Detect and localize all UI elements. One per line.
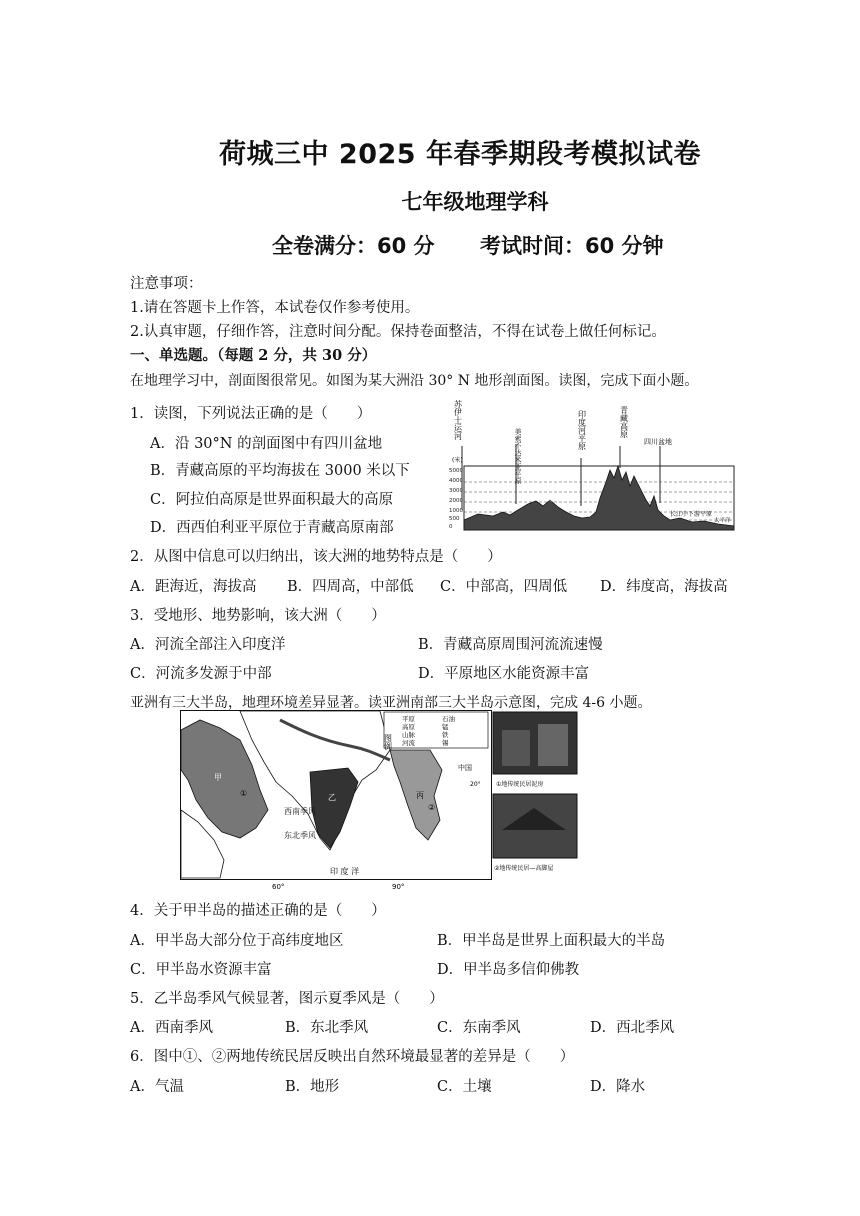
y-tick-1000: 1000 [449, 508, 463, 514]
label-indus-plain: 印度河平原 [577, 410, 587, 450]
label-tibet: 青藏高原 [619, 406, 629, 438]
q5-option-a: A．西南季风 [130, 1020, 213, 1036]
photo-1-caption: ①地传统民居泥房 [496, 781, 544, 788]
notice-item-1: 1.请在答题卡上作答，本试卷仅作参考使用。 [130, 300, 420, 316]
q5-option-d: D．西北季风 [590, 1020, 675, 1036]
y-tick-4000: 4000 [449, 478, 463, 484]
label-sichuan: 四川盆地 [644, 438, 672, 446]
label-yi: 乙 [328, 793, 336, 802]
q1-option-c: C．阿拉伯高原是世界面积最大的高原 [150, 492, 394, 508]
q6-option-c: C．土壤 [437, 1079, 492, 1095]
q3-option-d: D．平原地区水能资源丰富 [418, 666, 590, 682]
page-subtitle: 七年级地理学科 [401, 190, 549, 214]
q5-stem: 5．乙半岛季风气候显著，图示夏季风是（ ） [130, 991, 444, 1007]
photo-2-caption: ②地传统民居—高脚屋 [494, 865, 554, 872]
q1-option-d: D．西西伯利亚平原位于青藏高原南部 [150, 520, 394, 536]
y-tick-5000: 5000 [449, 468, 463, 474]
q5-option-b: B．东北季风 [285, 1020, 369, 1036]
exam-time: 考试时间：60 分钟 [480, 234, 664, 258]
q2-stem: 2．从图中信息可以归纳出，该大洲的地势特点是（ ） [130, 549, 502, 565]
peninsula-map-figure [180, 710, 492, 892]
q4-stem: 4．关于甲半岛的描述正确的是（ ） [130, 903, 386, 919]
legend-manganese: 锰 [442, 723, 449, 731]
legend-tin: 锡 [442, 739, 449, 747]
q3-stem: 3．受地形、地势影响，该大洲（ ） [130, 608, 386, 624]
label-pacific: 太平洋 [714, 518, 731, 524]
q4-option-d: D．甲半岛多信仰佛教 [437, 962, 580, 978]
q1-option-b: B．青藏高原的平均海拔在 3000 米以下 [150, 463, 410, 479]
photo-1-building [502, 730, 530, 766]
label-lat20: 20° [470, 781, 481, 788]
y-tick-3000: 3000 [449, 488, 463, 494]
q2-option-b: B．四周高，中部低 [287, 579, 414, 595]
page-title: 荷城三中 2025 年春季期段考模拟试卷 [219, 139, 701, 170]
legend-plateau: 高原 [402, 723, 415, 731]
q5-option-c: C．东南季风 [437, 1020, 521, 1036]
q1-option-a: A．沿 30°N 的剖面图中有四川盆地 [150, 436, 383, 452]
legend-oil: 石油 [442, 715, 455, 723]
photo-1-building-2 [538, 724, 568, 766]
legend-iron: 铁 [442, 731, 449, 739]
intro-profile: 在地理学习中，剖面图很常见。如图为某大洲沿 30° N 地形剖面图。读图，完成下面小题。 [130, 373, 699, 389]
terrain-profile-shape [464, 466, 734, 530]
label-arabia: 阿拉伯高原 [468, 505, 499, 512]
legend-plain: 平原 [402, 715, 415, 723]
terrain-profile-figure [448, 388, 743, 540]
q3-option-c: C．河流多发源于中部 [130, 666, 272, 682]
q2-option-c: C．中部高，四周低 [440, 579, 568, 595]
y-tick-2000: 2000 [449, 498, 463, 504]
q1-stem: 1．读图，下列说法正确的是（ ） [130, 406, 372, 422]
q6-stem: 6．图中①、②两地传统民居反映出自然环境最显著的差异是（ ） [130, 1049, 575, 1065]
label-indian-ocean: 印 度 洋 [330, 867, 360, 876]
y-tick-500: 500 [449, 516, 460, 522]
q4-option-a: A．甲半岛大部分位于高纬度地区 [130, 933, 344, 949]
intro-peninsulas: 亚洲有三大半岛，地理环境差异显著。读亚洲南部三大半岛示意图，完成 4-6 小题。 [130, 695, 652, 711]
q2-option-a: A．距海近，海拔高 [130, 579, 257, 595]
mark-2: ② [428, 803, 436, 812]
full-score: 全卷满分：60 分 [272, 234, 435, 258]
q2-option-d: D．纬度高，海拔高 [600, 579, 728, 595]
q6-option-d: D．降水 [590, 1079, 646, 1095]
q4-option-b: B．甲半岛是世界上面积最大的半岛 [437, 933, 666, 949]
label-china: 中国 [458, 764, 472, 772]
label-bing: 丙 [416, 791, 424, 800]
label-mesopotamia: 美索不达米亚平原 [514, 428, 522, 484]
legend-mountain: 山脉 [402, 731, 415, 739]
map-legend [384, 712, 488, 748]
q3-option-a: A．河流全部注入印度洋 [130, 637, 286, 653]
notice-heading: 注意事项： [130, 276, 203, 292]
housing-photos [492, 710, 578, 880]
label-lon60: 60° [272, 883, 285, 891]
label-iran: 伊朗高原 [530, 496, 555, 503]
legend-river: 河流 [402, 739, 415, 747]
q6-option-a: A．气温 [130, 1079, 184, 1095]
section-heading: 一、单选题。（每题 2 分，共 30 分） [130, 347, 377, 364]
y-tick-0: 0 [449, 524, 453, 530]
axis-unit: (米) [452, 457, 463, 464]
q3-option-b: B．青藏高原周围河流流速慢 [418, 637, 603, 653]
label-monsoon-sw: 西南季风 [284, 807, 316, 816]
notice-item-2: 2.认真审题，仔细作答，注意时间分配。保持卷面整洁，不得在试卷上做任何标记。 [130, 324, 666, 340]
label-suez: 苏伊士运河 [453, 400, 463, 440]
mark-1: ① [240, 789, 248, 798]
label-yangtze: 长江中下游平原 [670, 511, 713, 518]
label-monsoon-ne: 东北季风 [284, 831, 316, 840]
label-jia: 甲 [214, 773, 222, 782]
q4-option-c: C．甲半岛水资源丰富 [130, 962, 272, 978]
legend-title: 图例 [383, 734, 393, 750]
label-lon90: 90° [392, 883, 405, 891]
q6-option-b: B．地形 [285, 1079, 340, 1095]
